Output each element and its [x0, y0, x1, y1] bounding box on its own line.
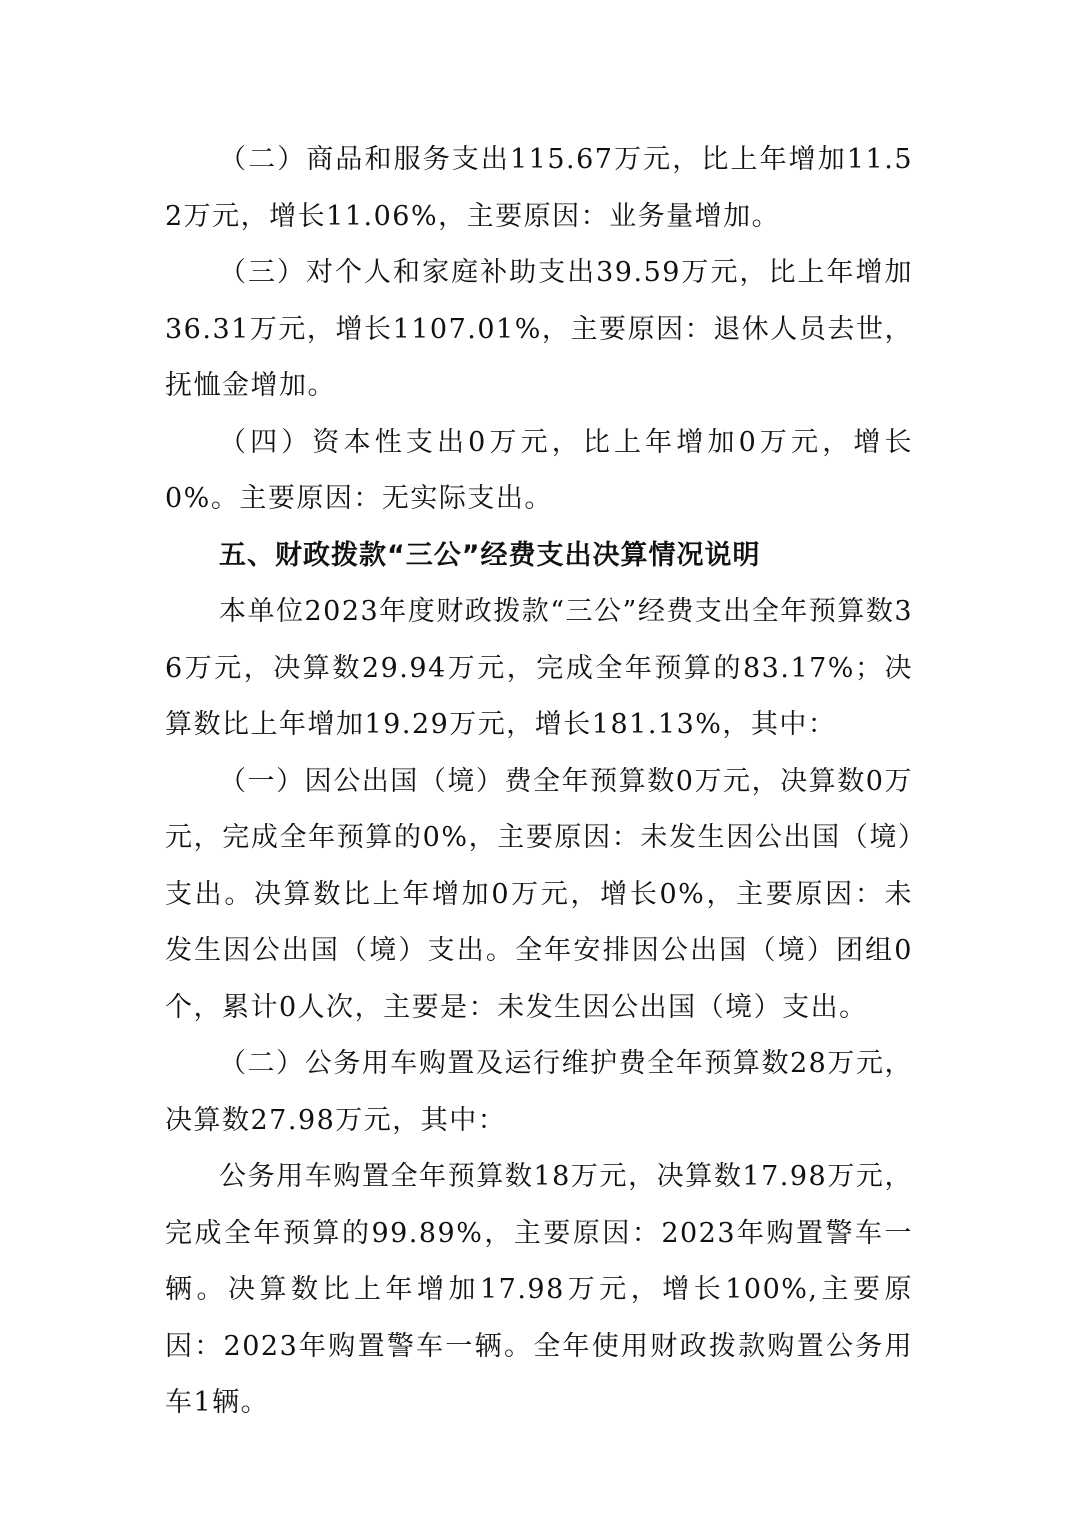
paragraph-vehicle-costs: （二）公务用车购置及运行维护费全年预算数28万元，决算数27.98万元，其中： [165, 1048, 913, 1136]
paragraph-family-subsidy: （三）对个人和家庭补助支出39.59万元，比上年增加36.31万元，增长1107.01%，主要原因：退休人员去世，抚恤金增加。 [165, 257, 913, 401]
paragraph-capital-expenditure: （四）资本性支出0万元，比上年增加0万元，增长0%。主要原因：无实际支出。 [165, 426, 913, 514]
document-body [165, 132, 913, 1432]
paragraph-goods-services: （二）商品和服务支出115.67万元，比上年增加11.52万元，增长11.06%，主要原因：业务量增加。 [165, 144, 913, 232]
paragraph-three-public-summary: 本单位2023年度财政拨款“三公”经费支出全年预算数36万元，决算数29.94万元，完成全年预算的83.17%；决算数比上年增加19.29万元，增长181.13%，其中： [165, 596, 913, 740]
section-heading-three-public: 五、财政拨款“三公”经费支出决算情况说明 [219, 539, 761, 571]
paragraph-overseas-travel: （一）因公出国（境）费全年预算数0万元，决算数0万元，完成全年预算的0%，主要原因：未发生因公出国（境）支出。决算数比上年增加0万元，增长0%，主要原因：未发生因公出国（境）支出。全年安排因公出国（境）团组0个，累计0人次，主要是：未发生因公出国（境）支出。 [165, 765, 913, 1023]
paragraph-vehicle-purchase: 公务用车购置全年预算数18万元，决算数17.98万元，完成全年预算的99.89%，主要原因：2023年购置警车一辆。决算数比上年增加17.98万元，增长100%,主要原因：2023年购置警车一辆。全年使用财政拨款购置公务用车1辆。 [165, 1161, 913, 1418]
